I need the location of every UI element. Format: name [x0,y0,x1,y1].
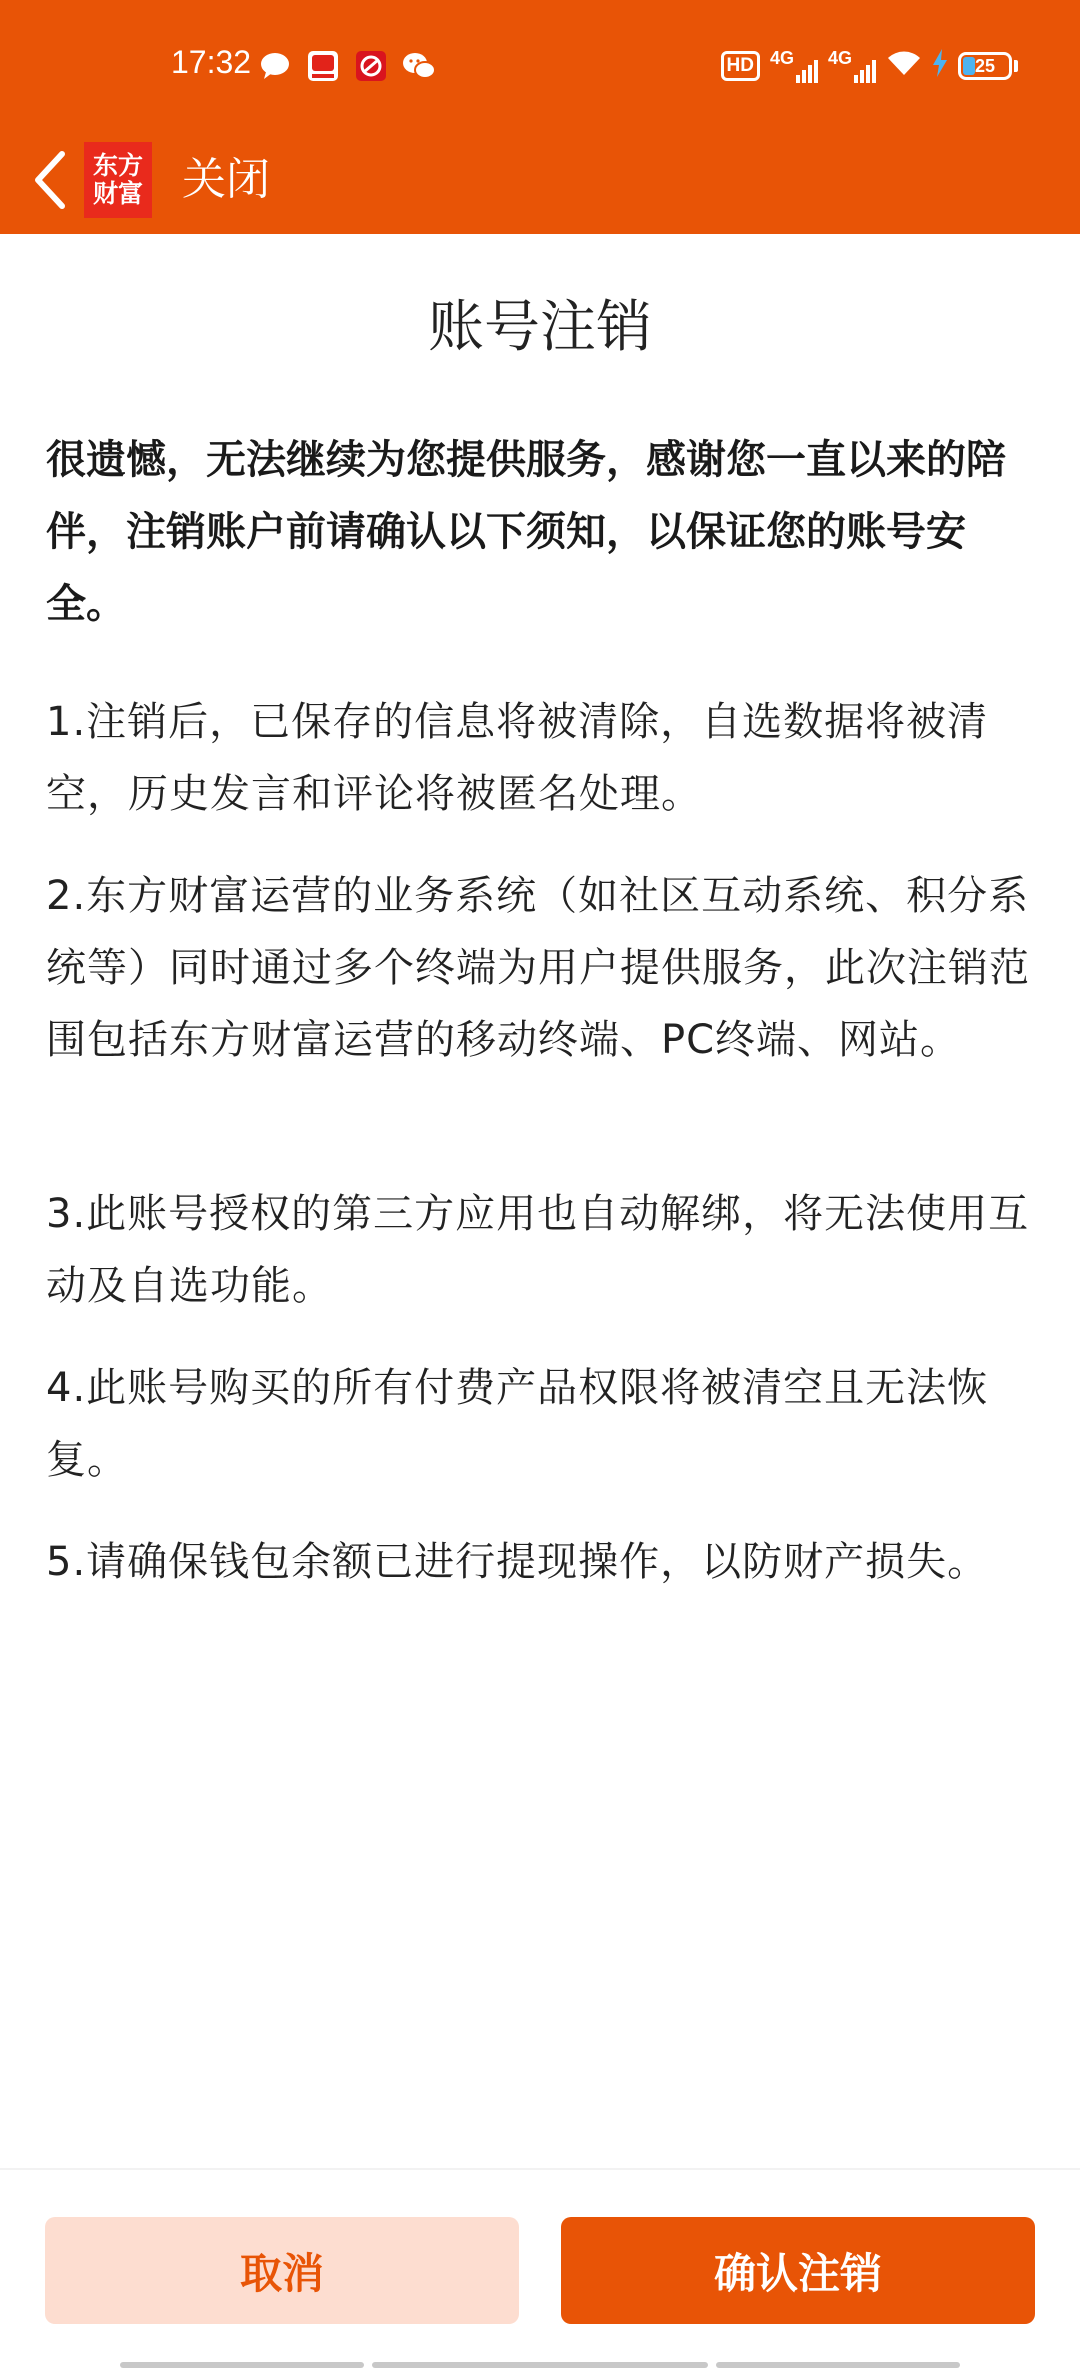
notice-item-5: 5.请确保钱包余额已进行提现操作，以防财产损失。 [46,1539,989,1585]
notice-item-4: 4.此账号购买的所有付费产品权限将被清空且无法恢复。 [46,1365,989,1483]
notice-item-1: 1.注销后，已保存的信息将被清除，自选数据将被清空，历史发言和评论将被匿名处理。 [46,699,989,817]
gesture-bar-center [372,2362,708,2368]
status-time: 17:32 [171,44,252,80]
notice-item-2: 2.东方财富运营的业务系统（如社区互动系统、积分系统等）同时通过多个终端为用户提供服务，此次注销范围包括东方财富运营的移动终端、PC终端、网站。 [46,873,1030,1063]
nav-bar [0,130,1080,234]
status-bar [0,0,1080,130]
gesture-bar-right [716,2362,960,2368]
wechat-icon [402,49,436,83]
wifi-icon [886,49,922,83]
confirm-deactivate-button[interactable]: 确认注销 [561,2217,1035,2324]
back-button[interactable] [14,144,86,216]
app-notification-icon-2 [354,49,388,83]
chevron-left-icon [32,150,68,210]
hd-voice-icon: HD [721,51,760,81]
app-logo: 东方 财富 [84,142,152,218]
app-notification-icon [306,49,340,83]
gesture-bar-left [120,2362,364,2368]
cancel-button[interactable]: 取消 [45,2217,519,2324]
notification-icons [258,46,436,86]
signal-icon-sim1: 4G [770,49,818,83]
intro-text: 很遗憾，无法继续为您提供服务，感谢您一直以来的陪伴，注销账户前请确认以下须知，以保证您的账号安全。 [46,437,1006,627]
signal-icon-sim2: 4G [828,49,876,83]
battery-icon: 25 [958,52,1012,80]
divider [0,2168,1080,2170]
notice-item-3: 3.此账号授权的第三方应用也自动解绑，将无法使用互动及自选功能。 [46,1191,1030,1309]
charging-icon [932,49,948,83]
close-link[interactable]: 关闭 [182,154,270,205]
page-title: 账号注销 [428,295,652,360]
system-status-icons [721,46,1018,86]
chat-bubble-icon [258,49,292,83]
